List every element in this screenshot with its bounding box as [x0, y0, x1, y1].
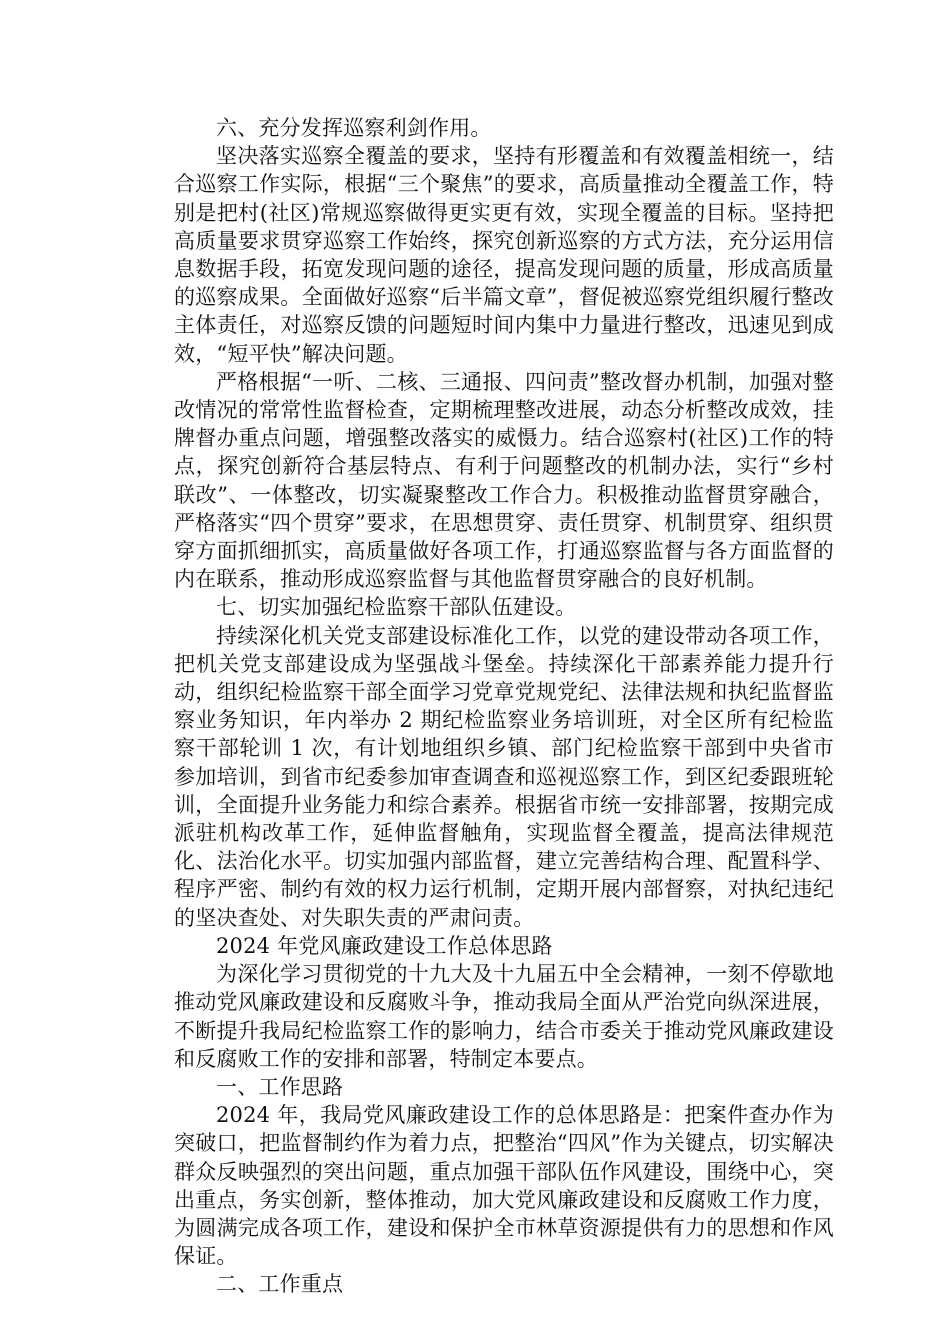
body-paragraph: 严格根据“一听、二核、三通报、四问责”整改督办机制，加强对整改情况的常常性监督检查，定期梳理整改进展，动态分析整改成效，挂牌督办重点问题，增强整改落实的威慑力。结合巡察村(社区)工作的特点，探究创新符合基层特点、有利于问题整改的机制办法，实行“乡村联改”、一体整改，切实凝聚整改工作合力。积极推动监督贯穿融合，严格落实“四个贯穿”要求，在思想贯穿、责任贯穿、机制贯穿、组织贯穿方面抓细抓实，高质量做好各项工作，打通巡察监督与各方面监督的内在联系，推动形成巡察监督与其他监督贯穿融合的良好机制。: [174, 369, 834, 592]
document-body: [174, 114, 834, 1299]
section-heading-seven: 七、切实加强纪检监察干部队伍建设。: [216, 595, 577, 620]
body-paragraph: 为深化学习贯彻党的十九大及十九届五中全会精神，一刻不停歇地推动党风廉政建设和反腐败斗争，推动我局全面从严治党向纵深进展，不断提升我局纪检监察工作的影响力，结合市委关于推动党风廉政建设和反腐败工作的安排和部署，特制定本要点。: [174, 962, 834, 1071]
body-paragraph: 2024 年，我局党风廉政建设工作的总体思路是：把案件查办作为突破口，把监督制约作为着力点，把整治“四风”作为关键点，切实解决群众反映强烈的突出问题，重点加强干部队伍作风建设，围绕中心，突出重点，务实创新，整体推动，加大党风廉政建设和反腐败工作力度，为圆满完成各项工作，建设和保护全市林草资源提供有力的思想和作风保证。: [174, 1103, 834, 1269]
section-heading-six: 六、充分发挥巡察利剑作用。: [216, 116, 492, 140]
body-paragraph: 坚决落实巡察全覆盖的要求，坚持有形覆盖和有效覆盖相统一，结合巡察工作实际，根据“三个聚焦”的要求，高质量推动全覆盖工作，特别是把村(社区)常规巡察做得更实更有效，实现全覆盖的目标。坚持把高质量要求贯穿巡察工作始终，探究创新巡察的方式方法，充分运用信息数据手段，拓宽发现问题的途径，提高发现问题的质量，形成高质量的巡察成果。全面做好巡察“后半篇文章”，督促被巡察党组织履行整改主体责任，对巡察反馈的问题短时间内集中力量进行整改，迅速见到成效，“短平快”解决问题。: [174, 144, 834, 366]
document-subtitle: 2024 年党风廉政建设工作总体思路: [216, 933, 553, 958]
section-heading-one: 一、工作思路: [216, 1074, 344, 1099]
body-paragraph: 持续深化机关党支部建设标准化工作，以党的建设带动各项工作，把机关党支部建设成为坚强战斗堡垒。持续深化干部素养能力提升行动，组织纪检监察干部全面学习党章党规党纪、法律法规和执纪监督监察业务知识，年内举办 2 期纪检监察业务培训班，对全区所有纪检监察干部轮训 1 次，有计划地组织乡镇、部门纪检监察干部到中央省市参加培训，到省市纪委参加审查调查和巡视巡察工作，到区纪委跟班轮训，全面提升业务能力和综合素养。根据省市统一安排部署，按期完成派驻机构改革工作，延伸监督触角，实现监督全覆盖，提高法律规范化、法治化水平。切实加强内部监督，建立完善结构合理、配置科学、程序严密、制约有效的权力运行机制，定期开展内部督察，对执纪违纪的坚决查处、对失职失责的严肃问责。: [174, 623, 834, 930]
section-heading-two: 二、工作重点: [216, 1272, 344, 1297]
